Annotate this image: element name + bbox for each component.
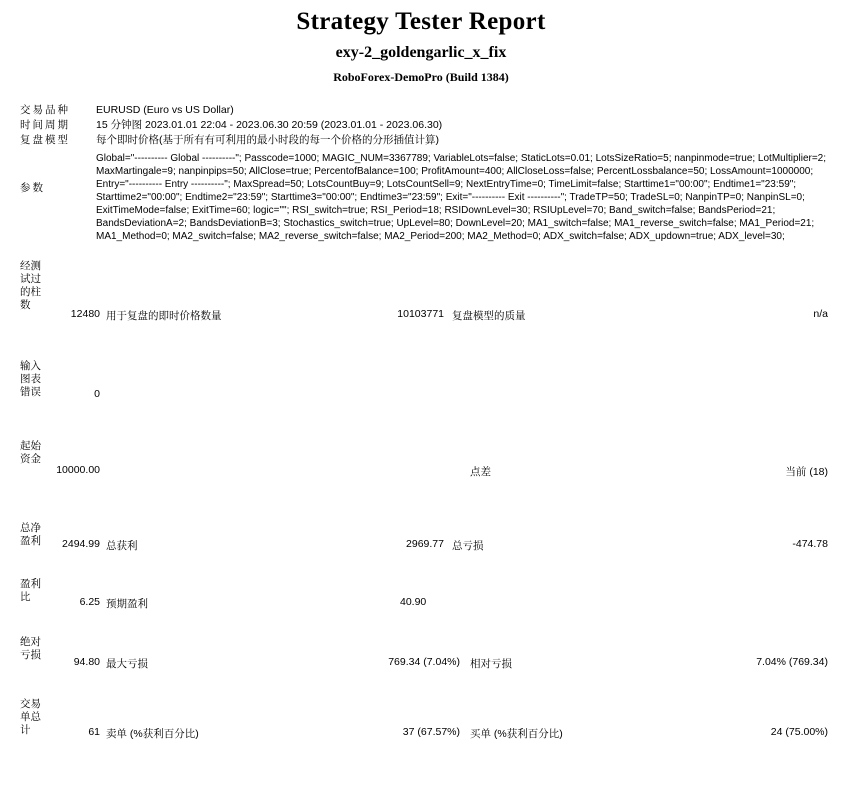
table-row: [0, 118, 842, 133]
stat-label-secondary: 卖单 (%获利百分比): [106, 728, 199, 740]
stat-value-primary: 2494.99: [62, 538, 100, 550]
stat-value-secondary: 2969.77: [406, 538, 444, 550]
stat-row-label: 交易单总计: [20, 698, 41, 736]
stat-value-primary: 10000.00: [56, 464, 100, 476]
model-label: 复盘模型: [20, 134, 70, 146]
stat-label-tertiary: 总亏损: [452, 540, 484, 552]
report-header: [0, 0, 842, 85]
stat-label-secondary: 用于复盘的即时价格数量: [106, 310, 222, 322]
stat-label-secondary: 最大亏损: [106, 658, 148, 670]
stat-row-total-net-profit: [0, 522, 842, 578]
stat-value-primary: 94.80: [73, 656, 100, 668]
stat-value-tertiary: 24 (75.00%): [770, 726, 828, 738]
stat-label-tertiary: 复盘模型的质量: [452, 310, 526, 322]
stat-row-total-trades: [0, 698, 842, 758]
table-row: [0, 148, 842, 244]
stat-value-secondary: 37 (67.57%): [402, 726, 460, 738]
stat-row-bars-tested: [0, 260, 842, 360]
stat-row-chart-errors: [0, 360, 842, 440]
stat-value-tertiary: n/a: [813, 308, 828, 320]
stat-label-secondary: 预期盈利: [106, 598, 148, 610]
stat-value-primary: 12480: [70, 308, 100, 320]
stat-value-primary: 0: [94, 388, 100, 400]
stat-label-tertiary: 买单 (%获利百分比): [470, 728, 563, 740]
period-label: 时间周期: [20, 119, 70, 131]
params-value: Global="---------- Global ----------"; Passcode=1000; MAGIC_NUM=3367789; VariableLots=false; StaticLots=0.01; LotsSizeRatio=5; nanpinmode=true; LotMultiplier=2; MaxMartingale=9; nanpinpips=50; AllClose=true; PercentofBalance=100; ProfitAmount=400; AllCloseLoss=false; PercentLossbalance=50; LossAmount=1000000; Entry="---------- Entry ----------"; MaxSpread=50; LotsCountBuy=9; LotsCountSell=9; NextEntryTime=0; TimeLimit=false; Starttime1="00:00"; Endtime1="23:59"; Starttime2="00:00"; Endtime2="23:59"; Starttime3="00:00"; Endtime3="23:59"; Exit="---------- Exit ----------"; TradeTP=50; TradeSL=0; NanpinTP=0; NanpinSL=0; ExitTimeMode=false; ExitTime=60; logic=""; RSI_switch=true; RSI_Period=18; RSIDownLevel=30; RSIUpLevel=70; Band_switch=false; BandsPeriod=21; BandsDeviationA=2; BandsDeviationB=3; Stochastics_switch=true; UpLevel=80; DownLevel=20; MA1_switch=false; MA1_reverse_switch=false; MA1_Period=21; MA1_Method=0; MA2_switch=false; MA2_reverse_switch=false; MA2_Period=200; MA2_Method=0; ADX_switch=false; ADX_updown=true; ADX_level=30;: [96, 153, 827, 242]
stat-label-tertiary: 相对亏损: [470, 658, 512, 670]
stat-label-secondary: 总获利: [106, 540, 138, 552]
table-row: [0, 133, 842, 148]
params-label: 参数: [20, 182, 45, 194]
period-value: 15 分钟图 2023.01.01 22:04 - 2023.06.30 20:59 (2023.01.01 - 2023.06.30): [96, 119, 443, 131]
stat-value-secondary: 40.90: [400, 596, 427, 608]
stat-row-label: 经测试过的柱数: [20, 260, 41, 311]
stat-value-tertiary: -474.78: [792, 538, 828, 550]
stat-row-label: 起始资金: [20, 440, 41, 465]
stat-value-tertiary: 7.04% (769.34): [756, 656, 828, 668]
table-row: [0, 103, 842, 118]
symbol-value: EURUSD (Euro vs US Dollar): [96, 104, 234, 116]
page-title: Strategy Tester Report: [296, 8, 546, 35]
symbol-label: 交易品种: [20, 104, 70, 116]
stat-value-tertiary: 当前 (18): [785, 466, 828, 478]
model-value: 每个即时价格(基于所有有可利用的最小时段的每一个价格的分形插值计算): [96, 134, 439, 146]
stat-row-initial-deposit: [0, 440, 842, 522]
report-broker: RoboForex-DemoPro (Build 1384): [333, 70, 509, 84]
stat-label-tertiary: 点差: [470, 466, 491, 478]
stat-value-secondary: 10103771: [397, 308, 444, 320]
report-info-table: [0, 103, 842, 244]
report-subtitle: exy-2_goldengarlic_x_fix: [335, 44, 507, 61]
stat-value-secondary: 769.34 (7.04%): [388, 656, 460, 668]
stat-row-absolute-drawdown: [0, 636, 842, 698]
stat-row-label: 绝对亏损: [20, 636, 41, 661]
stat-row-label: 输入图表错误: [20, 360, 41, 398]
stat-value-primary: 6.25: [79, 596, 100, 608]
stat-row-profit-factor: [0, 578, 842, 636]
stat-row-label: 盈利比: [20, 578, 41, 603]
stat-value-primary: 61: [88, 726, 100, 738]
stat-row-label: 总净盈利: [20, 522, 41, 547]
